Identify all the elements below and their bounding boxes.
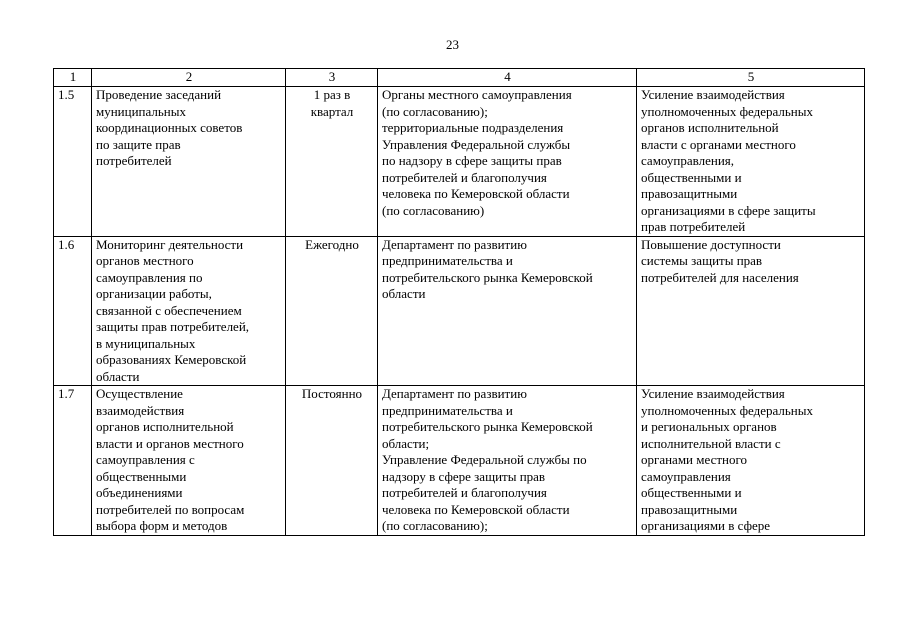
executor-line: потребителей и благополучия: [382, 485, 547, 500]
result-line: и региональных органов: [641, 419, 777, 434]
table-header-row: [54, 69, 865, 87]
result-line: исполнительной власти с: [641, 435, 781, 451]
table-body: [54, 87, 865, 536]
header-cell-4: 4: [378, 69, 637, 87]
result-line: самоуправления: [641, 468, 731, 484]
event-line: взаимодействия: [96, 402, 185, 418]
executor-line: человека по Кемеровской области: [382, 501, 570, 517]
event-line: защиты прав потребителей,: [96, 319, 250, 334]
result-line: органами местного: [641, 452, 747, 467]
result-line: уполномоченных федеральных: [641, 103, 813, 119]
executor-line: предпринимательства и: [382, 253, 513, 268]
result-cell: [637, 87, 865, 237]
event-line: Проведение заседаний: [96, 87, 222, 102]
result-line: Усиление взаимодействия: [641, 386, 785, 401]
result-line: Повышение доступности: [641, 236, 781, 252]
table-row: [54, 87, 865, 237]
event-line: муниципальных: [96, 103, 187, 119]
row-number-cell: 1.5: [54, 87, 92, 237]
result-cell: [637, 236, 865, 386]
executor-line: потребителей и благополучия: [382, 169, 547, 185]
executor-line: (по согласованию): [382, 202, 485, 218]
event-line: координационных советов: [96, 120, 243, 135]
event-line: образованиях Кемеровской: [96, 352, 247, 367]
period-line: Постоянно: [301, 386, 363, 401]
header-cell-1: 1: [54, 69, 92, 87]
executor-cell: [378, 236, 637, 386]
executor-line: потребительского рынка Кемеровской: [382, 269, 593, 285]
executor-line: предпринимательства и: [382, 402, 513, 418]
period-line: 1 раз в: [313, 87, 351, 102]
event-line: связанной с обеспечением: [96, 302, 242, 318]
executor-line: (по согласованию);: [382, 518, 488, 533]
period-line: Ежегодно: [305, 236, 359, 252]
page-number: 23: [446, 37, 459, 52]
executor-line: надзору в сфере защиты прав: [382, 468, 546, 484]
executor-line: Управление Федеральной службы по: [382, 452, 587, 467]
header-cell-3: 3: [286, 69, 378, 87]
period-cell: [286, 87, 378, 237]
result-line: уполномоченных федеральных: [641, 402, 813, 418]
result-line: организациями в сфере: [641, 518, 771, 533]
executor-line: Департамент по развитию: [382, 386, 527, 401]
event-line: области: [96, 368, 140, 384]
event-line: выбора форм и методов: [96, 518, 228, 533]
executor-line: области;: [382, 435, 430, 451]
event-line: организации работы,: [96, 286, 212, 301]
result-line: прав потребителей: [641, 219, 746, 234]
result-line: общественными и: [641, 169, 742, 185]
table-row: [54, 386, 865, 536]
result-line: органов исполнительной: [641, 120, 779, 135]
event-line: самоуправления с: [96, 452, 195, 467]
executor-line: Департамент по развитию: [382, 236, 527, 252]
executor-line: области: [382, 286, 426, 301]
event-cell: [92, 236, 286, 386]
event-line: самоуправления по: [96, 269, 203, 285]
event-line: органов местного: [96, 253, 194, 268]
result-line: общественными и: [641, 485, 742, 500]
result-line: организациями в сфере защиты: [641, 202, 816, 218]
header-cell-2: 2: [92, 69, 286, 87]
executor-line: человека по Кемеровской области: [382, 186, 570, 201]
event-line: объединениями: [96, 485, 183, 500]
result-line: власти с органами местного: [641, 136, 796, 152]
event-line: Осуществление: [96, 386, 183, 401]
executor-cell: [378, 386, 637, 536]
row-number-cell: 1.6: [54, 236, 92, 386]
result-line: правозащитными: [641, 186, 738, 201]
table-row: [54, 236, 865, 386]
event-line: общественными: [96, 468, 187, 484]
event-cell: [92, 87, 286, 237]
result-line: системы защиты прав: [641, 253, 763, 268]
event-line: органов исполнительной: [96, 419, 234, 434]
period-line: квартал: [310, 103, 354, 119]
result-line: правозащитными: [641, 501, 738, 517]
executor-line: (по согласованию);: [382, 103, 488, 119]
row-number-cell: 1.7: [54, 386, 92, 536]
executor-line: территориальные подразделения: [382, 120, 564, 135]
executor-line: потребительского рынка Кемеровской: [382, 419, 593, 434]
executor-cell: [378, 87, 637, 237]
executor-line: Органы местного самоуправления: [382, 87, 572, 102]
event-cell: [92, 386, 286, 536]
event-line: в муниципальных: [96, 335, 196, 351]
result-line: самоуправления,: [641, 153, 735, 168]
event-line: потребителей по вопросам: [96, 501, 245, 517]
header-cell-5: 5: [637, 69, 865, 87]
event-line: власти и органов местного: [96, 435, 244, 451]
event-line: по защите прав: [96, 136, 181, 152]
period-cell: [286, 236, 378, 386]
event-line: потребителей: [96, 153, 172, 168]
result-cell: [637, 386, 865, 536]
result-line: потребителей для населения: [641, 269, 799, 285]
event-line: Мониторинг деятельности: [96, 236, 244, 252]
executor-line: по надзору в сфере защиты прав: [382, 153, 562, 168]
result-line: Усиление взаимодействия: [641, 87, 785, 102]
executor-line: Управления Федеральной службы: [382, 136, 571, 152]
period-cell: [286, 386, 378, 536]
measures-table: [53, 68, 865, 536]
